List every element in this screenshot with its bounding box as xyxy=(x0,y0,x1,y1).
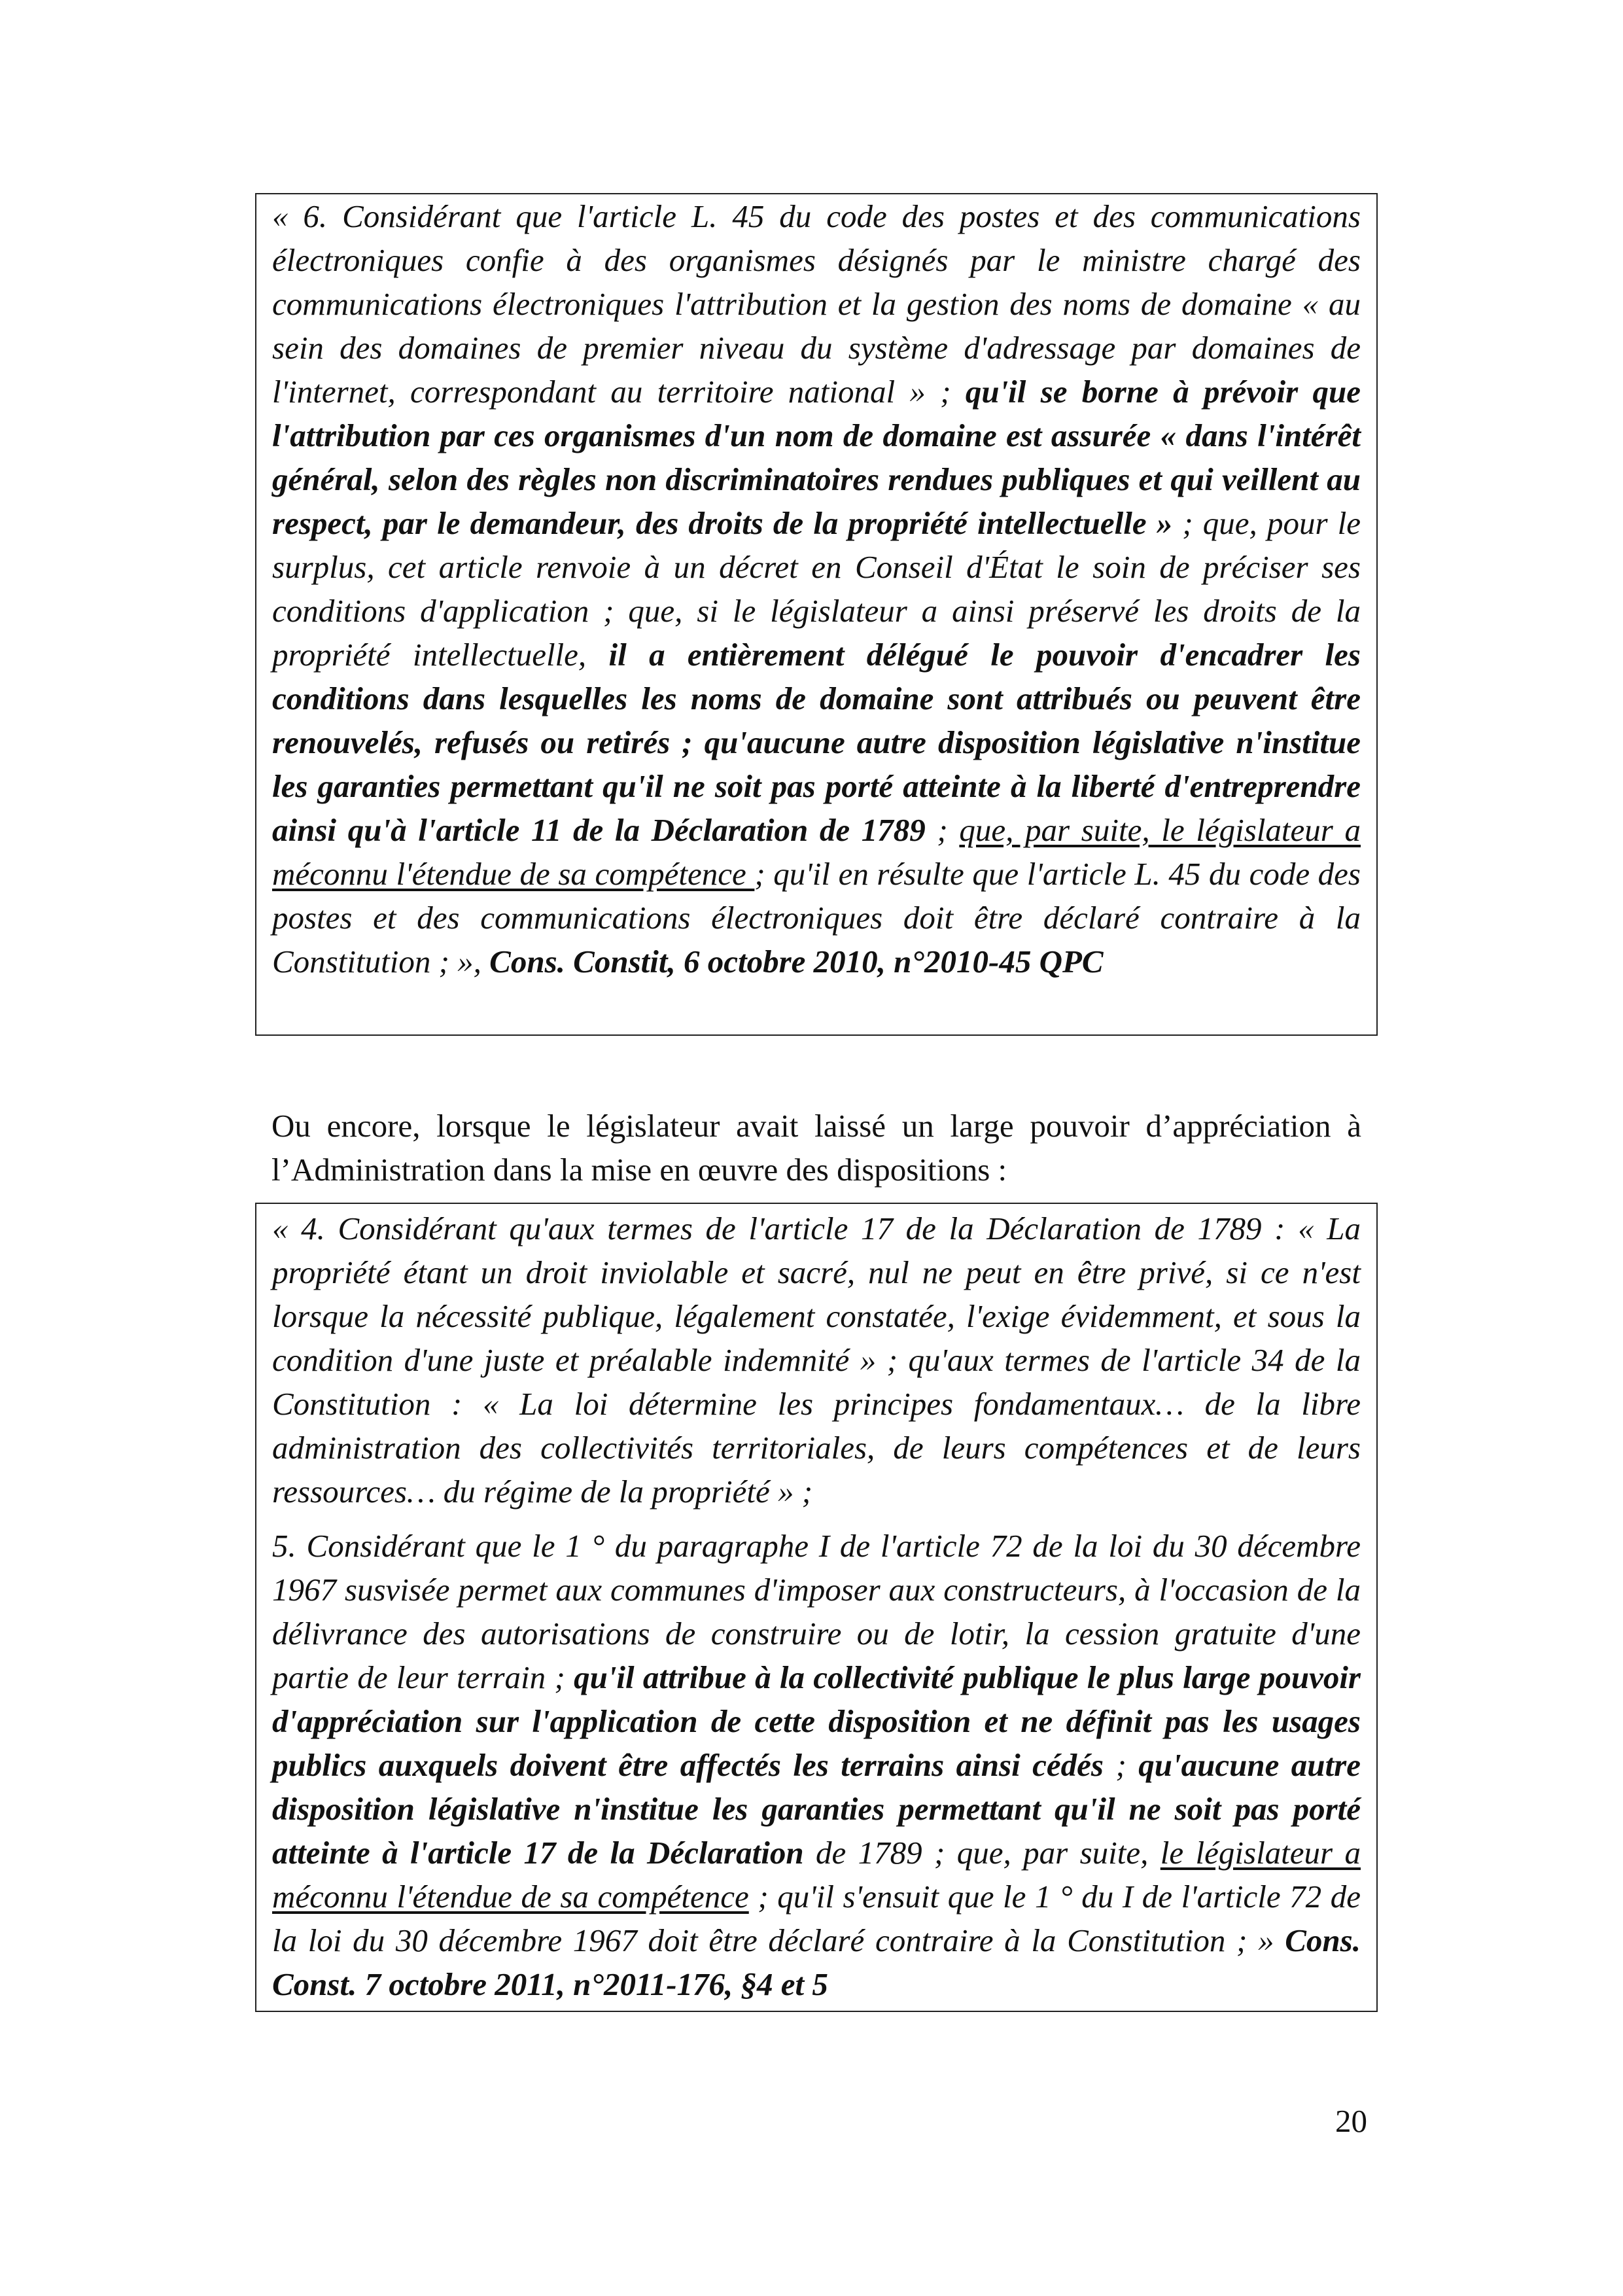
quote-box-decision-2010-45 xyxy=(255,193,1378,1036)
quote-text: de 1789 ; que, par suite, xyxy=(803,1835,1161,1871)
quote-text: ; que, pour le surplus, cet article renvoie à un décret en Conseil d'État le soin de préciser ses conditions d'application ; que, si le législateur a ainsi préservé les droits de la propriété intellectuelle, xyxy=(272,505,1361,673)
quote-emphasis: qu'aucune autre disposition législative n'institue les garanties permettant qu'il ne soit pas porté atteinte à l'article 17 de la Déclaration xyxy=(272,1747,1361,1871)
citation: Cons. Constit, 6 octobre 2010, n°2010-45 QPC xyxy=(489,944,1104,980)
intro-paragraph: Ou encore, lorsque le législateur avait laissé un large pouvoir d’appréciation à l’Administration dans la mise en œuvre des dispositions : xyxy=(271,1108,1361,1188)
quote-text: ; qu'il s'ensuit que le 1 ° du I de l'article 72 de la loi du 30 décembre 1967 doit être déclaré contraire à la Constitution ; » xyxy=(272,1879,1361,1958)
citation: Cons. Const. 7 octobre 2011, n°2011-176, §4 et 5 xyxy=(272,1922,1361,2002)
quote-text: « 6. Considérant que l'article L. 45 du code des postes et des communications électroniques confie à des organismes désignés par le ministre chargé des communications électroniques l'attribution et la gestion des noms de domaine « au sein des domaines de premier niveau du système d'adressage par domaines de l'internet, correspondant au territoire national » ; xyxy=(272,198,1361,410)
quote-paragraph-6 xyxy=(272,194,1361,983)
quote-paragraph-5 xyxy=(272,1524,1361,2006)
quote-box-decision-2011-176 xyxy=(255,1203,1378,2012)
quote-emphasis: qu'il se borne à prévoir que l'attribution par ces organismes d'un nom de domaine est assurée « dans l'intérêt général, selon des règles non discriminatoires rendues publiques et qui veillent au respect, par le demandeur, des droits de la propriété intellectuelle » xyxy=(272,374,1361,541)
quote-text: ; xyxy=(925,812,960,848)
quote-paragraph-4: « 4. Considérant qu'aux termes de l'article 17 de la Déclaration de 1789 : « La propriété étant un droit inviolable et sacré, nul ne peut en être privé, si ce n'est lorsque la nécessité publique, légalement constatée, l'exige évidemment, et sous la condition d'une juste et préalable indemnité » ; qu'aux termes de l'article 34 de la Constitution : « La loi détermine les principes fondamentaux… de la libre administration des collectivités territoriales, de leurs compétences et de leurs ressources… du régime de la propriété » ; xyxy=(272,1210,1361,1510)
quote-underlined: le législateur a méconnu l'étendue de sa compétence xyxy=(272,1835,1361,1915)
quote-text: ; qu'il en résulte que l'article L. 45 du code des postes et des communications électroniques doit être déclaré contraire à la Constitution ; », xyxy=(272,856,1361,980)
quote-underlined: que, par suite, le législateur a méconnu l'étendue de sa compétence xyxy=(272,812,1361,892)
page-number: 20 xyxy=(1335,2103,1367,2139)
quote-text: 5. Considérant que le 1 ° du paragraphe I de l'article 72 de la loi du 30 décembre 1967 susvisée permet aux communes d'imposer aux constructeurs, à l'occasion de la délivrance des autorisations de construire ou de lotir, la cession gratuite d'une partie de leur terrain ; xyxy=(272,1528,1361,1695)
quote-text: ; xyxy=(1103,1747,1139,1783)
quote-emphasis: il a entièrement délégué le pouvoir d'encadrer les conditions dans lesquelles les noms de domaine sont attribués ou peuvent être renouvelés, refusés ou retirés ; qu'aucune autre disposition législative n'institue les garanties permettant qu'il ne soit pas porté atteinte à la liberté d'entreprendre ainsi qu'à l'article 11 de la Déclaration de 1789 xyxy=(272,637,1361,848)
quote-emphasis: qu'il attribue à la collectivité publique le plus large pouvoir d'appréciation sur l'application de cette disposition et ne définit pas les usages publics auxquels doivent être affectés les terrains ainsi cédés xyxy=(272,1659,1361,1783)
